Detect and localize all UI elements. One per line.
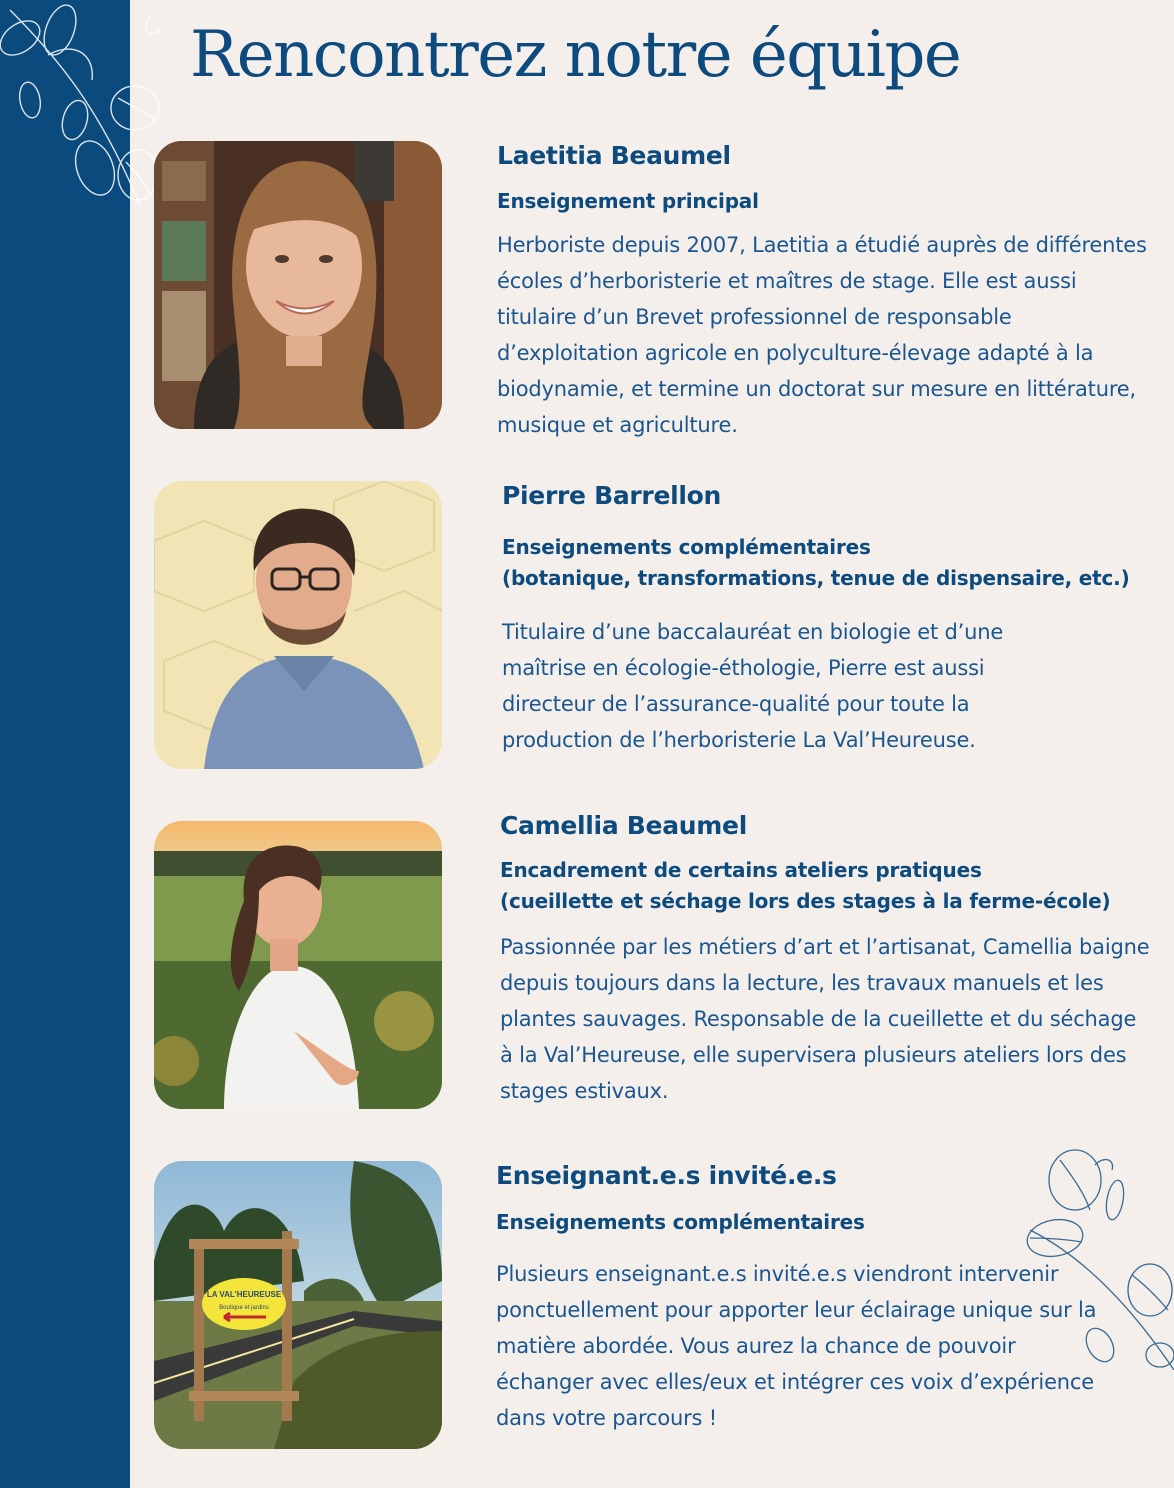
team-member-laetitia — [497, 141, 1157, 443]
member-bio: Titulaire d’une baccalauréat en biologie et d’une maîtrise en écologie-éthologie, Pierre est aussi directeur de l’assurance-qualité pour toute la production de l’herboristerie La Val’Heureuse. — [502, 620, 1004, 752]
member-name: Camellia Beaumel — [500, 811, 747, 840]
portrait-photo-icon — [154, 141, 442, 429]
member-name: Pierre Barrellon — [502, 481, 722, 510]
farm-sign-logo-text: LA VAL'HEUREUSE — [206, 1290, 282, 1299]
farm-sign-photo-icon — [154, 1161, 442, 1449]
member-role: Enseignement principal — [497, 189, 759, 213]
member-role: Encadrement de certains ateliers pratiques — [500, 858, 982, 882]
team-member-pierre — [502, 481, 1162, 758]
member-role-detail: (botanique, transformations, tenue de dispensaire, etc.) — [502, 566, 1130, 590]
farm-sign-photo — [154, 1161, 442, 1449]
eucalyptus-leaf-icon — [0, 0, 170, 210]
member-role-detail: (cueillette et séchage lors des stages à la ferme-école) — [500, 889, 1111, 913]
member-role: Enseignements complémentaires — [496, 1210, 865, 1234]
laetitia-photo — [154, 141, 442, 429]
camellia-photo — [154, 821, 442, 1109]
member-role: Enseignements complémentaires — [502, 535, 871, 559]
member-bio: Plusieurs enseignant.e.s invité.e.s viendront intervenir ponctuellement pour apporter leur éclairage unique sur la matière abordée. Vous aurez la chance de pouvoir échanger avec elles/eux et intégrer ces voix d’expérience dans votre parcours ! — [496, 1262, 1097, 1430]
farm-sign-subtext: Boutique et jardins — [219, 1305, 269, 1311]
member-name: Enseignant.e.s invité.e.s — [496, 1161, 837, 1190]
portrait-photo-icon — [154, 821, 442, 1109]
member-bio: Herboriste depuis 2007, Laetitia a étudié auprès de différentes écoles d’herboristerie et maîtres de stage. Elle est aussi titulaire d’un Brevet professionnel de responsable d’exploitation agricole en polyculture-élevage adapté à la biodynamie, et termine un doctorat sur mesure en littérature, musique et agriculture. — [497, 233, 1147, 437]
member-bio: Passionnée par les métiers d’art et l’artisanat, Camellia baigne depuis toujours dans la lecture, les travaux manuels et les plantes sauvages. Responsable de la cueillette et du séchage à la Val’Heureuse, elle supervisera plusieurs ateliers lors des stages estivaux. — [500, 935, 1150, 1103]
pierre-photo — [154, 481, 442, 769]
team-member-camellia — [500, 811, 1160, 1109]
page-title: Rencontrez notre équipe — [190, 18, 961, 92]
eucalyptus-leaf-icon — [1020, 1140, 1174, 1370]
portrait-photo-icon — [154, 481, 442, 769]
member-name: Laetitia Beaumel — [497, 141, 731, 170]
navy-sidebar — [0, 0, 130, 1488]
